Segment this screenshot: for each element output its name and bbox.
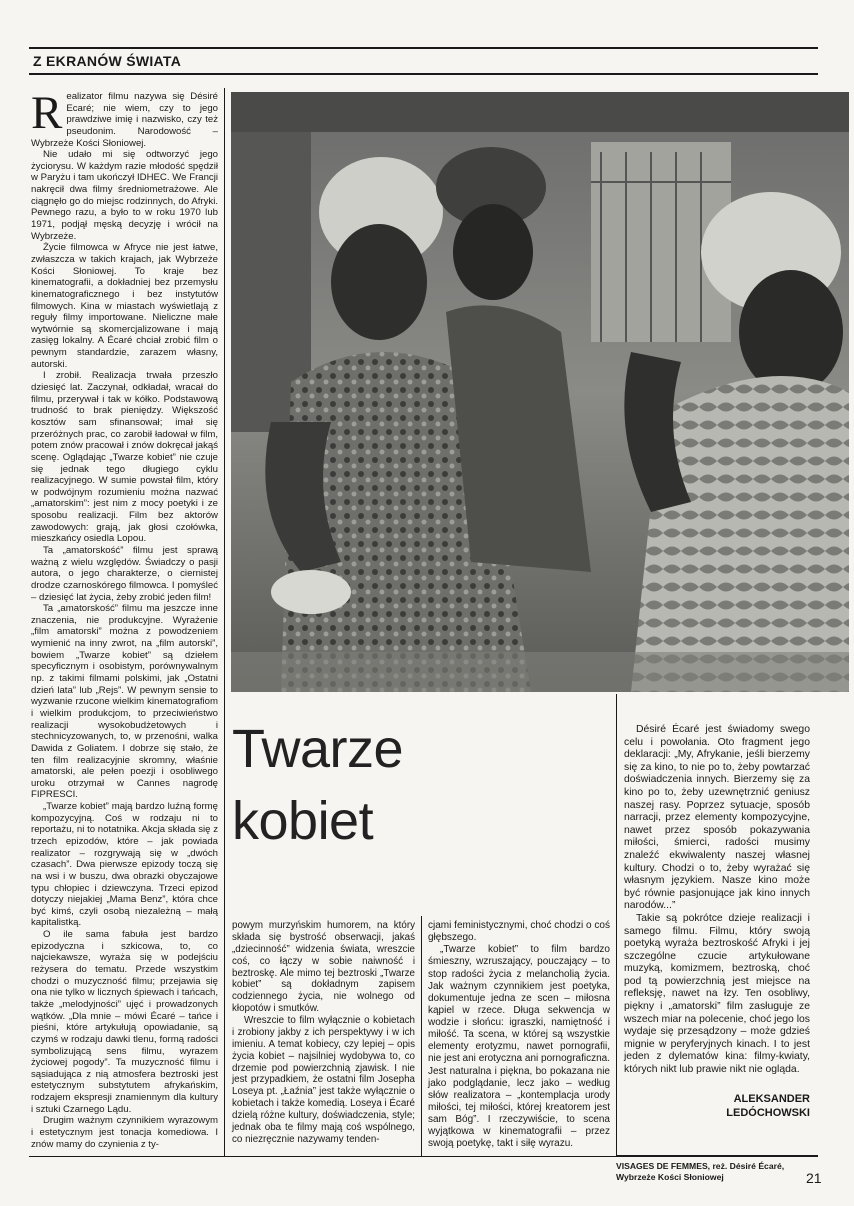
photo-caption: [616, 1161, 816, 1183]
top-rule: [29, 47, 818, 49]
bottom-rule: [29, 1156, 818, 1157]
paragraph: Takie są pokrótce dzieje realizacji i samego filmu. Filmu, który swoją poetyką wyraża beztroskość Afryki i jej szczególne czucie artykułowane muzyką, komizmem, beztroską, choć pod tą powierzchnią jest miejsce na refleksję, nawet na łzy. Ten osobliwy, piękny i „amatorski” film zasługuje ze wszech miar na polecenie, choć jego los wydaje się przesądzony – może gdzieś mignie w peryferyjnych kinach. I to jest jeden z dylematów kina: filmy-kwiaty, których nikt lub prawie nikt nie ogląda.: [624, 912, 810, 1076]
paragraph: O ile sama fabuła jest bardzo epizodyczna i szkicowa, to, co najciekawsze, wyraża się w podejściu reżysera do tematu. Przede wszystkim chodzi o muzyczność filmu; przejawia się ona nie tylko w licznych śpiewach i tańcach, także „melodyjności” ujęć i prowadzonych wątków. „Dla mnie – mówi Écaré – tańce i pieśni, które artykułują opowiadanie, są czymś w rodzaju dawki tlenu, formą radości symbolizującą sens filmu, wyrazem życiowej pogody”. Ta muzyczność filmu i sąsiadująca z nią atmosfera beztroski jest estetycznym substytutem afrykańskim, rodzajem ekspresji znamiennym dla kultury i sztuki Czarnego Lądu.: [31, 929, 218, 1115]
author-first-name: ALEKSANDER: [733, 1093, 810, 1105]
paragraph: I zrobił. Realizacja trwała przeszło dziesięć lat. Zaczynał, odkładał, wracał do filmu, przerywał i tak w kółko. Podstawową trudność to brak pieniędzy. Większość kosztów sam sfinansował; imał się przeróżnych prac, co zarobił ładował w film, potem znów pracował i znów dokręcał jakąś scenę. Oglądając „Twarze kobiet” nie czuje się jednak tego długiego cyklu realizacyjnego. W sumie powstał film, który w podwójnym rozumieniu można nazwać „amatorskim”: jest nim z mocy poetyki i ze sposobu realizacji. Film bez aktorów zawodowych: grają, jak głosi czołówka, mieszkańcy osiedla Lopou.: [31, 370, 218, 545]
article-column-2: [232, 920, 415, 1146]
article-column-3: [428, 920, 610, 1150]
paragraph: Drugim ważnym czynnikiem wyrazowym i estetycznym jest tonacja komediowa. I znów mamy do czynienia z ty-: [31, 1115, 218, 1150]
author-last-name: LEDÓCHOWSKI: [726, 1107, 810, 1119]
paragraph: Wreszcie to film wyłącznie o kobietach i zrobiony jakby z ich perspektywy i w ich imieniu. A temat kobiecy, czy lepiej – opis życia kobiet – najsilniej wydobywa to, co drzemie pod powierzchnią zjawisk. I nie jest przypadkiem, że ostatni film Josepha Loseya pt. „Łaźnia” jest także wyłącznie o kobietach i także komedią. Loseya i Écaré dzielą różne kultury, doświadczenia, style; jednak oba te filmy mają coś wspólnego, co niezręcznie nazywamy tenden-: [232, 1015, 415, 1145]
section-header: Z EKRANÓW ŚWIATA: [33, 53, 182, 69]
header-underline: [29, 73, 818, 75]
page-number: 21: [806, 1170, 822, 1186]
paragraph: cjami feministycznymi, choć chodzi o coś głębszego.: [428, 920, 610, 944]
article-title: [232, 716, 403, 854]
paragraph: „Twarze kobiet” mają bardzo luźną formę kompozycyjną. Coś w rodzaju ni to reportażu, ni to notatnika. Akcja składa się z trzech epizodów, które – jak powiada realizator – rozgrywają się w „dwóch czasach”. Dwa pierwsze epizody toczą się na wsi i w buszu, dwa obrazki obyczajowe typu chłopiec i dziewczyna. Trzeci epizod dotyczy niejakiej „Mama Benz”, która chce być kimś, czyli osobą niezależną – małą kapitalistką.: [31, 801, 218, 929]
paragraph: Ta „amatorskość” filmu jest sprawą ważną z wielu względów. Świadczy o pasji autora, o jego charakterze, o ciernistej drodze czarnoskórego filmowca. I pomyśleć – dziesięć lat życia, żeby zrobić jeden film!: [31, 544, 218, 603]
photo-illustration: [231, 92, 849, 692]
film-still-photo: [231, 92, 849, 692]
title-line-1: Twarze: [232, 719, 404, 779]
paragraph: Nie udało mi się odtworzyć jego życiorysu. W każdym razie młodość spędził w Paryżu i tam ukończył IDHEC. We Francji nakręcił dwa filmy średniometrażowe. Ale ciągnęło go do miejsc rodzinnych, do Afryki. Pewnego razu, a było to w roku 1970 lub 1971, podjął męską decyzję i wrócił na Wybrzeże.: [31, 149, 218, 242]
caption-line-2: Wybrzeże Kości Słoniowej: [616, 1172, 724, 1182]
caption-line-1: VISAGES DE FEMMES, reż. Désiré Écaré,: [616, 1161, 785, 1171]
article-column-4: [624, 724, 810, 1077]
drop-cap: R: [31, 87, 63, 139]
column-divider: [616, 694, 617, 1156]
author-signature: [640, 1092, 810, 1120]
column-divider: [224, 88, 225, 1156]
paragraph: Życie filmowca w Afryce nie jest łatwe, zwłaszcza w takich krajach, jak Wybrzeże Kości Słoniowej. To kraje bez kinematografii, a dokładniej bez przemysłu kinematograficznego i bez instytutów filmowych. Kina w miastach wyświetlają z reguły filmy importowane. Nieliczne małe wytwórnie są skomercjalizowane i mają zasięg lokalny. A Écaré chciał zrobić film o pewnym standardzie, zarazem własny, autorski.: [31, 242, 218, 370]
paragraph: powym murzyńskim humorem, na który składa się bystrość obserwacji, jakaś „dziecinność” widzenia świata, wreszcie coś, co łączy w sobie naiwność i beztroskę. Ale mimo tej beztroski „Twarze kobiet” są dokładnym zapisem codziennego życia, nie wolnego od kłopotów i smutków.: [232, 920, 415, 1015]
paragraph: ealizator filmu nazywa się Désiré Ecaré; nie wiem, czy to jego prawdziwe imię i nazwisko, czy też pseudonim. Narodowość – Wybrzeże Kości Słoniowej.: [31, 91, 218, 149]
paragraph: „Twarze kobiet” to film bardzo śmieszny, wzruszający, pouczający – to stop radości życia z melancholią życia. Jak ważnym czynnikiem jest poetyka, dokumentuje jedna ze scen – miłosna kąpiel w rzece. Długa sekwencja w wodzie i słońcu: igraszki, namiętność i miłość. Ta scena, w której są wszystkie elementy erotyzmu, nawet pornografii, nie jest ani erotyczna ani pornograficzna. Jest naturalna i piękna, bo pokazana nie jako podglądanie, lecz jako – według słów realizatora – „kontemplacja urody miłości, tej miłości, której kreatorem jest sam Bóg”. I rzeczywiście, to scena wyjątkowa w kinematografii – przez swoją poetykę, takt i siłę wyrazu.: [428, 944, 610, 1150]
column-divider: [421, 916, 422, 1156]
paragraph: Ta „amatorskość” filmu ma jeszcze inne znaczenia, nie produkcyjne. Wyrażenie „film amatorski” można z powodzeniem wymienić na inny zwrot, na „film autorski”, bowiem „Twarze kobiet” są dziełem specyficznym i osobistym, porównywalnym np. z takimi filmami polskimi, jak „Ostatni dzień lata” lub „Rejs”. W pewnym sensie to wyzwanie rzucone wielkim kinematografiom i wielkim produkcjom, to przeciwieństwo realizacji wysokobudżetowych i stechnicyzowanych, to, w przenośni, walka Dawida z Goliatem. I dobrze się stało, że ten film realizacyjnie skromny, właśnie amatorski, ale pełen poezji i osobliwego uroku otrzymał w Cannes nagrodę FIPRESCI.: [31, 603, 218, 801]
paragraph: Désiré Écaré jest świadomy swego celu i powołania. Oto fragment jego deklaracji: „My, Afrykanie, jeśli bierzemy się za kino, to nie po to, żeby powtarzać doświadczenia innych. Bierzemy się za kino po to, żeby uzewnętrznić geniusz naszej rasy. Poprzez sytuacje, sposób narracji, przez elementy kompozycyjne, nawet przez sposób pokazywania miłości, śmierci, radości musimy znaleźć ekwiwalenty naszej własnej kultury. Chodzi o to, żeby wyrażać się własnym językiem. Nasze kino może być równie pasjonujące jak kino innych narodów...”: [624, 724, 810, 912]
article-column-1: [31, 87, 218, 1150]
title-line-2: kobiet: [232, 791, 374, 851]
